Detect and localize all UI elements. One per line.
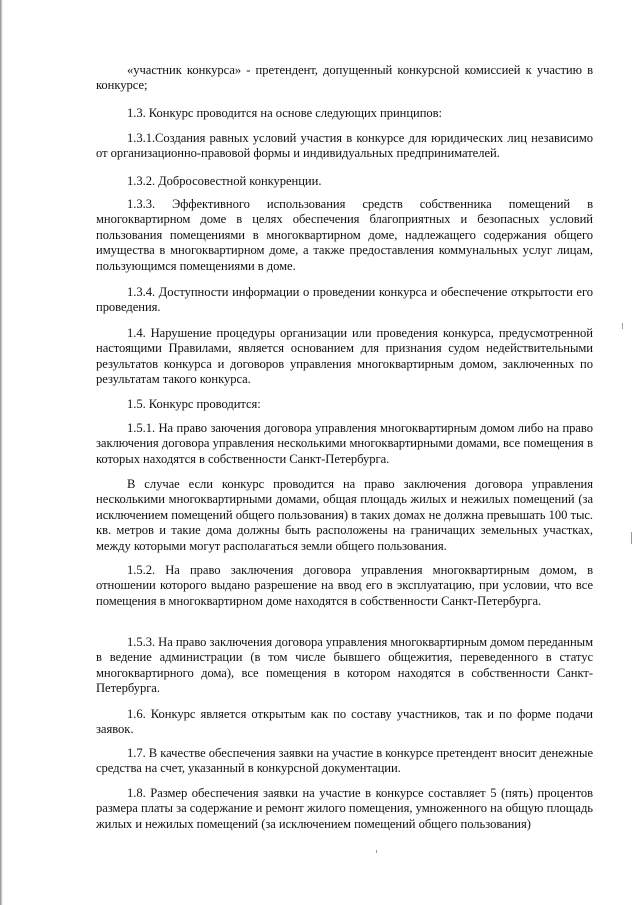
paragraph-1-3: 1.3. Конкурс проводится на основе следующих принципов: xyxy=(127,106,442,120)
paragraph-1-5-3: 1.5.3. На право заключения договора управления многоквартирным домом переданным в ведение администрации (в том числе бывшего общежития, переведенного в статус многоквартирного дома), все помещения в котором находятся в собственности Санкт-Петербурга. xyxy=(96,635,593,696)
paragraph-1-5-2: 1.5.2. На право заключения договора управления многоквартирным домом, в отношении которого выдано разрешение на ввод его в эксплуатацию, при условии, что все помещения в многоквартирном доме находятся в собственности Санкт-Петербурга. xyxy=(96,563,593,608)
paragraph-1-8: 1.8. Размер обеспечения заявки на участие в конкурсе составляет 5 (пять) процентов размера платы за содержание и ремонт жилого помещения, умноженного на общую площадь жилых и нежилых помещений (за исключением помещений общего пользования) xyxy=(96,786,593,831)
scan-left-edge xyxy=(0,0,3,905)
paragraph-1-3-2: 1.3.2. Добросовестной конкуренции. xyxy=(127,174,322,188)
scan-speck xyxy=(631,532,632,544)
paragraph-participant-definition: «участник конкурса» - претендент, допущенный конкурсной комиссией к участию в конкурсе; xyxy=(96,63,593,93)
paragraph-1-5: 1.5. Конкурс проводится: xyxy=(127,397,261,411)
paragraph-1-7: 1.7. В качестве обеспечения заявки на участие в конкурсе претендент вносит денежные средства на счет, указанный в конкурсной документации. xyxy=(96,746,593,776)
paragraph-1-3-4: 1.3.4. Доступности информации о проведении конкурса и обеспечение открытости его проведения. xyxy=(96,285,593,315)
paragraph-1-6: 1.6. Конкурс является открытым как по составу участников, так и по форме подачи заявок. xyxy=(96,707,593,737)
scan-speck xyxy=(376,850,377,853)
scan-speck xyxy=(622,323,623,329)
paragraph-1-4: 1.4. Нарушение процедуры организации или проведения конкурса, предусмотренной настоящими Правилами, является основанием для признания судом недействительными результатов конкурса и договоров управления многоквартирным домом, заключенных по результатам такого конкурса. xyxy=(96,326,593,387)
paragraph-1-5-1: 1.5.1. На право заючения договора управления многоквартирным домом либо на право заключения договора управления несколькими многоквартирными домами, все помещения в которых находятся в собственности Санкт-Петербурга. xyxy=(96,421,593,466)
paragraph-1-3-1: 1.3.1.Создания равных условий участия в конкурсе для юридических лиц независимо от организационно-правовой формы и индивидуальных предпринимателей. xyxy=(96,131,593,161)
paragraph-1-5-1-note: В случае если конкурс проводится на право заключения договора управления несколькими многоквартирными домами, общая площадь жилых и нежилых помещений (за исключением помещений общего пользования) в таких домах не должна превышать 100 тыс. кв. метров и такие дома должны быть расположены на граничащих земельных участках, между которыми могут располагаться земли общего пользования. xyxy=(96,477,593,553)
paragraph-1-3-3: 1.3.3. Эффективного использования средств собственника помещений в многоквартирном доме в целях обеспечения благоприятных и безопасных условий пользования помещениями в многоквартирном доме, надлежащего содержания общего имущества в многоквартирном доме, а также предоставления коммунальных услуг лицам, пользующимся помещениями в доме. xyxy=(96,197,593,273)
